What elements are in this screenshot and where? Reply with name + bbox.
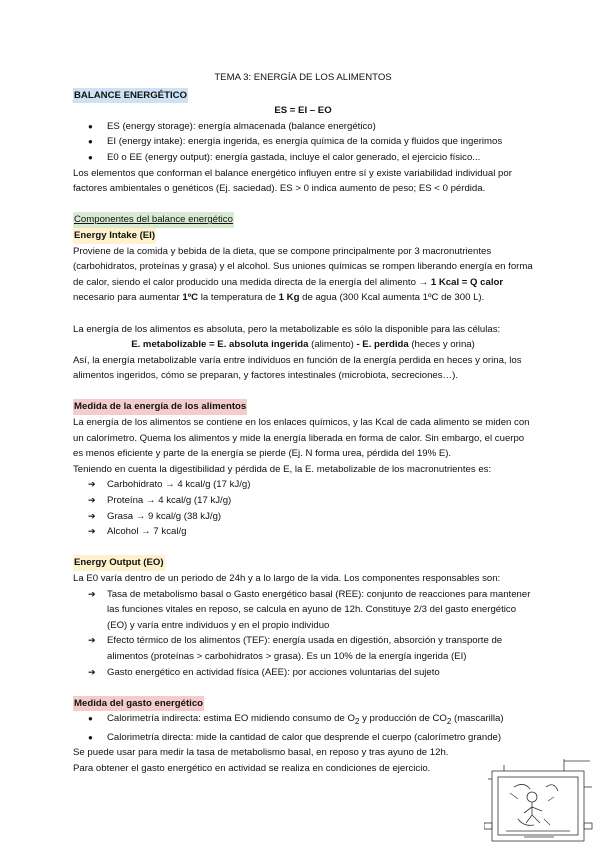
text-run: Proviene de la comida y bebida de la dieta, que se compone principalmente por 3 macronutrientes (carbohidratos, proteínas y grasa) y el alcohol. Sus uniones químicas se rompen liberando energía en forma de calor, siendo el calor producido una medida directa de la energía del alimento → (73, 245, 533, 288)
document-page (73, 70, 533, 777)
output-component-list (73, 587, 533, 681)
text-run: 1 Kcal = Q calor (430, 276, 504, 288)
gasto-paragraph-2: Para obtener el gasto energético en actividad se realiza en condiciones de ejercicio. (73, 763, 431, 775)
text-run: Calorimetría indirecta: estima EO midiendo consumo de O (107, 713, 355, 725)
balance-heading: BALANCE ENERGÉTICO (73, 88, 188, 104)
medida-heading: Medida de la energía de los alimentos (73, 399, 247, 415)
intake-paragraph-3: Así, la energía metabolizable varía entre individuos en función de la energía perdida en heces y orina, los alimentos ingeridos, cómo se preparan, y factores intestinales (microbiota, secreciones…). (73, 354, 522, 382)
output-intro: La E0 varía dentro de un periodo de 24h y a lo largo de la vida. Los componentes responsables son: (73, 573, 501, 584)
calorimetry-list (73, 711, 533, 745)
list-item: ● ES (energy storage): energía almacenada (balance energético) (88, 119, 533, 135)
text-run: necesario para aumentar (73, 292, 183, 304)
list-item: ● EI (energy intake): energía ingerida, es energía química de la comida y fluidos que ingerimos (88, 134, 533, 150)
text-run: (alimento) (308, 339, 357, 351)
medida-paragraph: La energía de los alimentos se contiene en los enlaces químicos, y las Kcal de cada alimento se miden con un calorímetro. Quema los alimentos y mide la energía liberada en forma de calor. Sin embargo, el cuerpo es menos eficiente y parte de la energía se pierde (Ej. N forma urea, pérdida del 19% E). (73, 417, 530, 460)
componentes-heading: Componentes del balance energético (73, 212, 234, 228)
text-run: (heces y orina) (408, 339, 475, 351)
list-item: ● E0 o EE (energy output): energía gastada, incluye el calor generado, el ejercicio físico... (88, 150, 533, 166)
intake-paragraph-2: La energía de los alimentos es absoluta, pero la metabolizable es sólo la disponible para las células: (73, 323, 501, 335)
macronutrient-list (73, 477, 533, 539)
text-run: (mascarilla) (451, 713, 504, 725)
page-title: TEMA 3: ENERGÍA DE LOS ALIMENTOS (214, 72, 392, 83)
balance-paragraph: Los elementos que conforman el balance energético influyen entre sí y existe variabilidad individual por factores ambientales o genéticos (Ej. saciedad). ES > 0 indica aumento de peso; ES < 0 pérdida. (73, 167, 512, 195)
list-item: ● Calorimetría directa: mide la cantidad de calor que desprende el cuerpo (calorímetro grande) (88, 730, 533, 746)
list-item: ➔ Proteína → 4 kcal/g (17 kJ/g) (88, 493, 533, 509)
text-run: la temperatura de (198, 292, 279, 304)
output-heading: Energy Output (EO) (73, 555, 165, 571)
text-run: E. metabolizable = E. absoluta ingerida (131, 339, 309, 351)
subscript: 2 (354, 717, 360, 727)
text-run: 1 Kg (278, 292, 300, 304)
gasto-heading: Medida del gasto energético (73, 696, 204, 712)
intake-heading: Energy Intake (EI) (73, 228, 156, 244)
list-item (88, 711, 533, 730)
text-run: 1ºC (182, 292, 199, 304)
metabolizable-formula (73, 337, 533, 353)
list-item: ➔ Efecto térmico de los alimentos (TEF): energía usada en digestión, absorción y transporte de alimentos (proteínas > carbohidratos > grasa). Es un 10% de la energía ingerida (EI) (88, 633, 533, 664)
list-item: ➔ Grasa → 9 kcal/g (38 kJ/g) (88, 509, 533, 525)
balance-bullet-list (73, 119, 533, 166)
subscript: 2 (446, 717, 452, 727)
list-item: ➔ Carbohidrato → 4 kcal/g (17 kJ/g) (88, 477, 533, 493)
list-item: ➔ Tasa de metabolismo basal o Gasto energético basal (REE): conjunto de reacciones para mantener las funciones vitales en reposo, se calcula en ayuno de 12h. Constituye 2/3 del gasto energético (EO) y varía entre individuos y en el propio individuo (88, 587, 533, 634)
calorimeter-diagram (484, 757, 594, 845)
list-item: ➔ Alcohol → 7 kcal/g (88, 524, 533, 540)
balance-equation: ES = EI – EO (274, 105, 332, 117)
text-run: y producción de CO (359, 713, 447, 725)
intake-paragraph-1 (73, 244, 533, 306)
list-item: ➔ Gasto energético en actividad física (AEE): por acciones voluntarias del sujeto (88, 665, 533, 681)
text-run: - E. perdida (356, 339, 409, 351)
medida-intro: Teniendo en cuenta la digestibilidad y pérdida de E, la E. metabolizable de los macronutrientes es: (73, 463, 492, 475)
text-run: de agua (300 Kcal aumenta 1ºC de 300 L). (299, 292, 485, 304)
gasto-paragraph-1: Se puede usar para medir la tasa de metabolismo basal, en reposo y tras ayuno de 12h. (73, 747, 449, 759)
